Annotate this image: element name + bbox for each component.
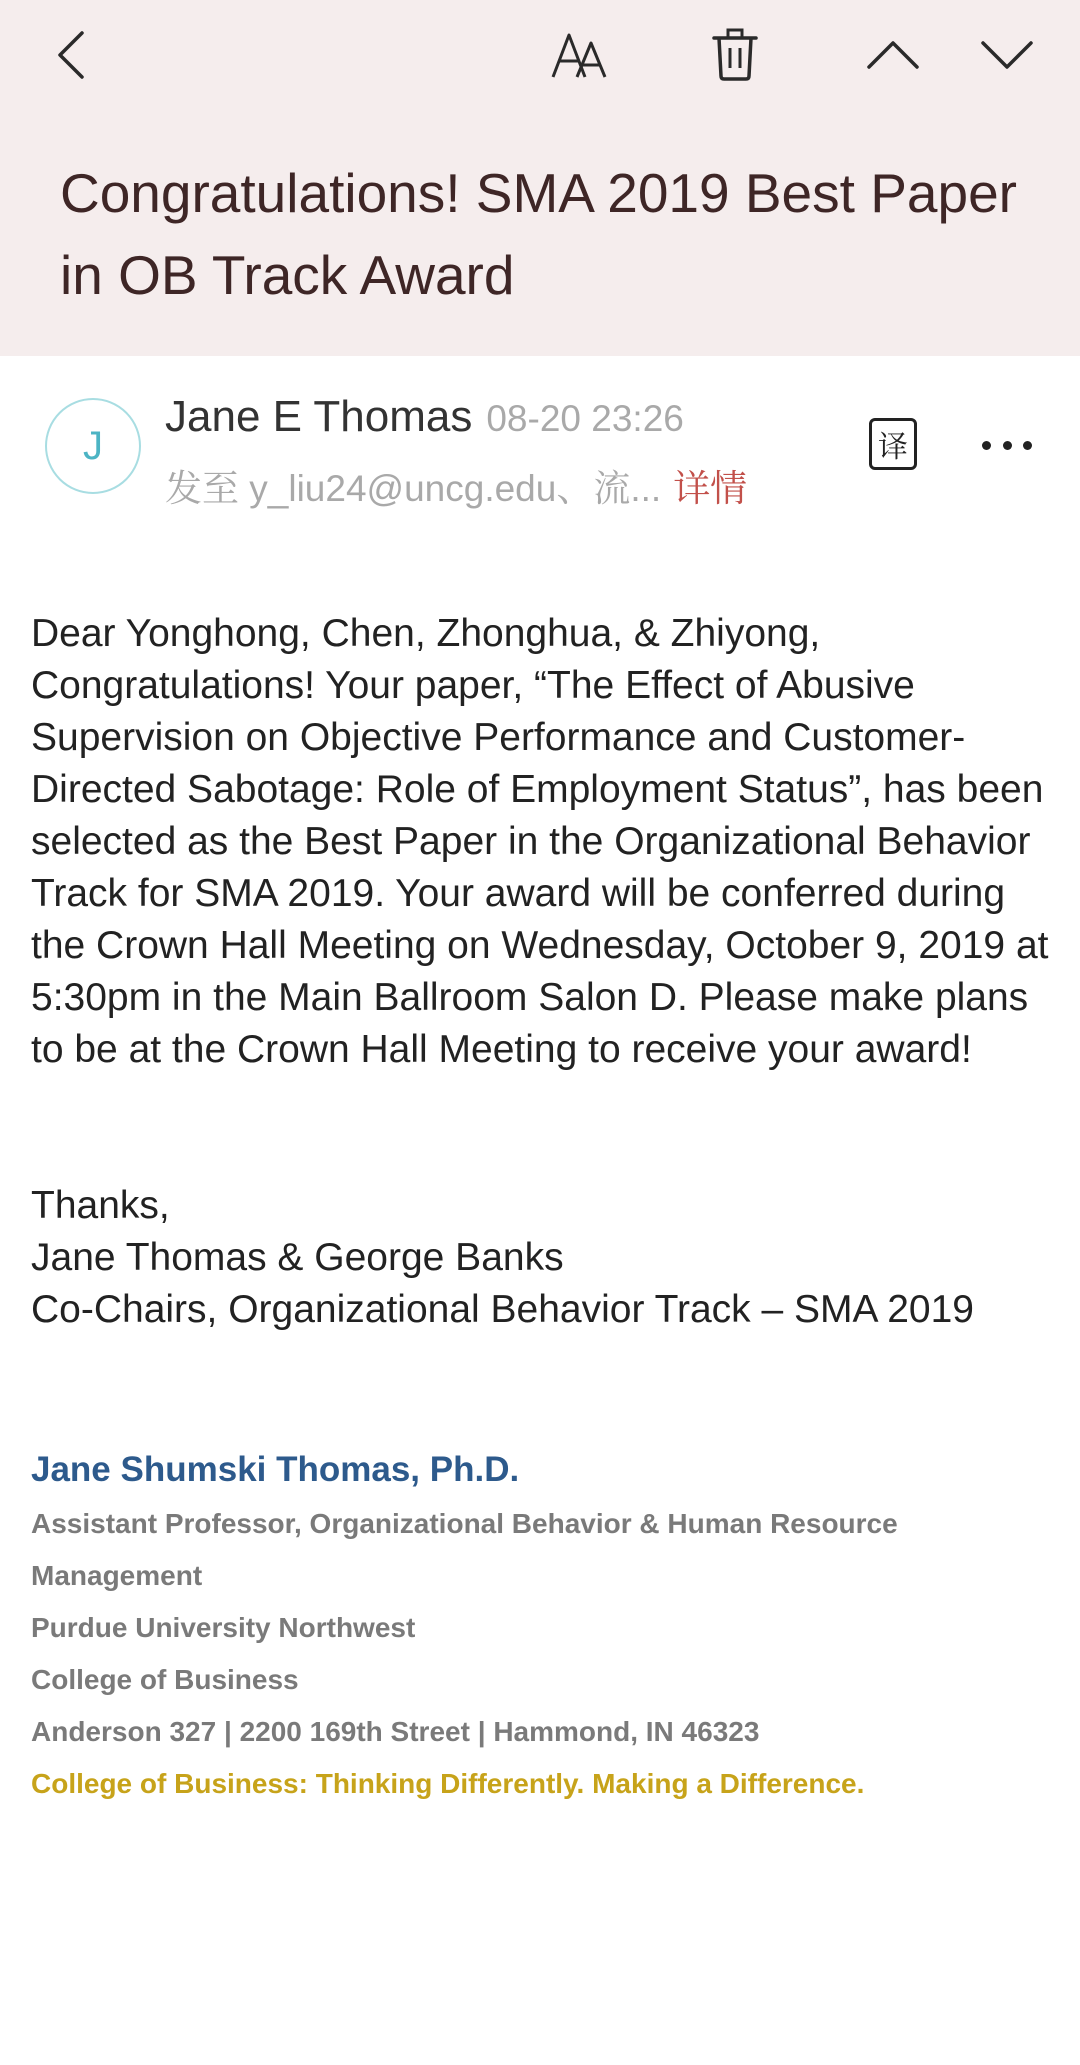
email-timestamp: 08-20 23:26 — [486, 398, 684, 439]
font-size-button[interactable] — [540, 20, 620, 90]
chevron-up-icon — [865, 37, 921, 73]
more-dot-icon — [1003, 441, 1012, 450]
signature-college: College of Business — [31, 1664, 299, 1695]
thanks-line: Thanks, — [31, 1184, 170, 1227]
translate-icon: 译 — [878, 431, 908, 464]
chevron-down-icon — [979, 37, 1035, 73]
signature-title: Assistant Professor, Organizational Behavior & Human Resource Management — [31, 1508, 898, 1591]
email-signoff — [31, 1180, 1061, 1336]
next-email-button[interactable] — [972, 20, 1042, 90]
trash-icon — [710, 26, 760, 82]
delete-button[interactable] — [700, 18, 770, 90]
more-dot-icon — [982, 441, 991, 450]
email-body — [31, 608, 1061, 1076]
recipients-text: 发至 y_liu24@uncg.edu、流... — [165, 468, 662, 509]
recipient-info — [165, 458, 747, 512]
font-size-icon — [549, 27, 611, 83]
previous-email-button[interactable] — [858, 20, 928, 90]
avatar-letter: J — [83, 423, 103, 468]
email-paragraph: Congratulations! Your paper, “The Effect of Abusive Supervision on Objective Performance and Customer-Directed Sabotage: Role of Employment Status”, has been selected as the Best Paper in the Organizational Behavior Track for SMA 2019. Your award will be conferred during the Crown Hall Meeting on Wednesday, October 9, 2019 at 5:30pm in the Main Ballroom Salon D. Please make plans to be at the Crown Hall Meeting to receive your award! — [31, 664, 1049, 1071]
email-subject: Congratulations! SMA 2019 Best Paper in OB Track Award — [60, 162, 1017, 306]
back-button[interactable] — [40, 20, 100, 90]
signature-address: Anderson 327 | 2200 169th Street | Hammond, IN 46323 — [31, 1716, 760, 1747]
translate-button[interactable] — [869, 418, 917, 470]
more-dot-icon — [1023, 441, 1032, 450]
signature-name: Jane Shumski Thomas, Ph.D. — [31, 1450, 520, 1489]
more-options-button[interactable] — [982, 430, 1032, 460]
header-area — [0, 0, 1080, 356]
signature-tagline: College of Business: Thinking Differently. Making a Difference. — [31, 1768, 865, 1799]
sender-name[interactable]: Jane E Thomas — [165, 392, 473, 441]
details-link[interactable]: 详情 — [673, 468, 748, 509]
role-line: Co-Chairs, Organizational Behavior Track – SMA 2019 — [31, 1288, 974, 1331]
signers-line: Jane Thomas & George Banks — [31, 1236, 564, 1279]
chevron-left-icon — [50, 25, 90, 85]
email-signature — [31, 1442, 1061, 1810]
sender-info — [165, 392, 684, 442]
email-greeting: Dear Yonghong, Chen, Zhonghua, & Zhiyong, — [31, 612, 821, 655]
signature-university: Purdue University Northwest — [31, 1612, 416, 1643]
sender-avatar[interactable] — [45, 398, 141, 494]
